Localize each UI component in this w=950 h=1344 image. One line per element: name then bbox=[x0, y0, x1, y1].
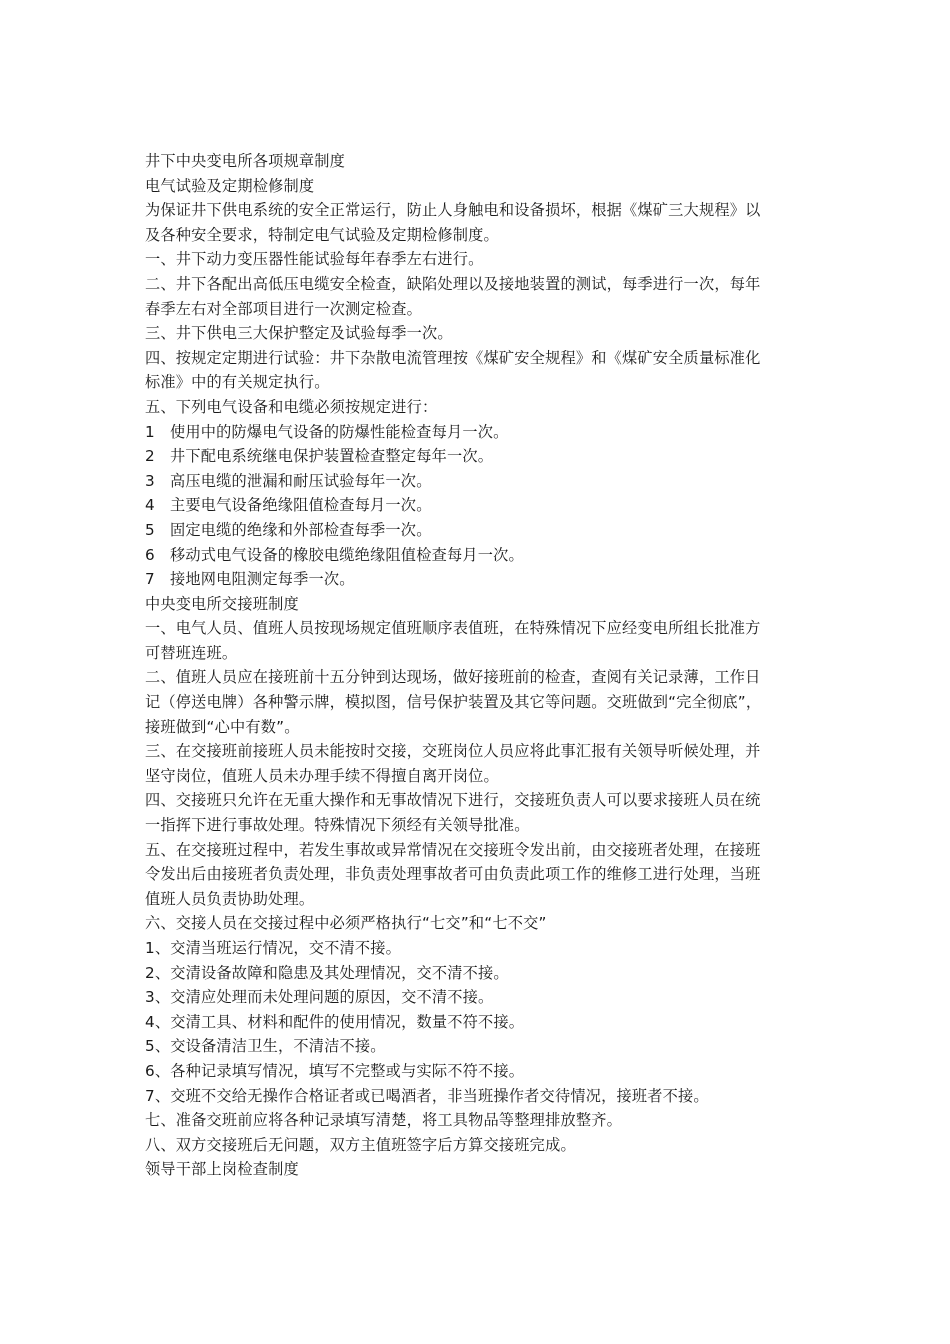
clause-line: 令发出后由接班者负责处理，非负责处理事故者可由负责此项工作的维修工进行处理，当班 bbox=[145, 865, 761, 884]
list-item: 7、交班不交给无操作合格证者或已喝酒者，非当班操作者交待情况，接班者不接。 bbox=[145, 1086, 709, 1105]
list-number: 1 bbox=[145, 422, 155, 441]
list-number: 4 bbox=[145, 496, 155, 515]
clause-line: 一、井下动力变压器性能试验每年春季左右进行。 bbox=[145, 250, 484, 269]
list-text: 井下配电系统继电保护装置检查整定每年一次。 bbox=[170, 447, 494, 466]
list-text: 移动式电气设备的橡胶电缆绝缘阻值检查每月一次。 bbox=[170, 545, 524, 564]
clause-line: 可替班连班。 bbox=[145, 643, 238, 662]
list-text: 主要电气设备绝缘阻值检查每月一次。 bbox=[170, 496, 432, 515]
clause-line: 坚守岗位，值班人员未办理手续不得擅自离开岗位。 bbox=[145, 766, 499, 785]
clause-line: 一、电气人员、值班人员按现场规定值班顺序表值班，在特殊情况下应经变电所组长批准方 bbox=[145, 619, 761, 638]
list-text: 使用中的防爆电气设备的防爆性能检查每月一次。 bbox=[170, 422, 509, 441]
document-page bbox=[145, 149, 825, 1182]
clause-line: 四、按规定定期进行试验：井下杂散电流管理按《煤矿安全规程》和《煤矿安全质量标准化 bbox=[145, 348, 761, 367]
clause-line: 记（停送电牌）各种警示牌，模拟图，信号保护装置及其它等问题。交班做到“完全彻底”， bbox=[145, 693, 762, 712]
clause-line: 七、准备交班前应将各种记录填写清楚，将工具物品等整理排放整齐。 bbox=[145, 1111, 623, 1130]
list-item bbox=[145, 493, 825, 518]
section-heading-shift-handover: 中央变电所交接班制度 bbox=[145, 594, 299, 613]
clause-line: 标准》中的有关规定执行。 bbox=[145, 373, 330, 392]
section-heading-leader-inspection: 领导干部上岗检查制度 bbox=[145, 1160, 299, 1179]
list-item: 1、交清当班运行情况，交不清不接。 bbox=[145, 939, 402, 957]
list-item bbox=[145, 469, 825, 494]
clause-line: 二、井下各配出高低压电缆安全检查，缺陷处理以及接地装置的测试，每季进行一次，每年 bbox=[145, 274, 761, 293]
clause-line: 春季左右对全部项目进行一次测定检查。 bbox=[145, 299, 422, 318]
list-item bbox=[145, 543, 825, 568]
list-item: 6、各种记录填写情况，填写不完整或与实际不符不接。 bbox=[145, 1061, 525, 1080]
clause-line: 五、在交接班过程中，若发生事故或异常情况在交接班令发出前，由交接班者处理，在接班 bbox=[145, 840, 761, 859]
clause-line: 三、井下供电三大保护整定及试验每季一次。 bbox=[145, 324, 453, 343]
list-text: 高压电缆的泄漏和耐压试验每年一次。 bbox=[170, 471, 432, 490]
list-number: 7 bbox=[145, 570, 155, 589]
clause-line: 接班做到“心中有数”。 bbox=[145, 717, 300, 736]
clause-line: 值班人员负责协助处理。 bbox=[145, 889, 315, 908]
document-title: 井下中央变电所各项规章制度 bbox=[145, 152, 346, 170]
clause-line: 四、交接班只允许在无重大操作和无事故情况下进行，交接班负责人可以要求接班人员在统 bbox=[145, 791, 761, 810]
paragraph-line: 及各种安全要求，特制定电气试验及定期检修制度。 bbox=[145, 225, 499, 244]
list-text: 固定电缆的绝缘和外部检查每季一次。 bbox=[170, 520, 432, 539]
list-number: 5 bbox=[145, 520, 155, 539]
list-item: 3、交清应处理而未处理问题的原因，交不清不接。 bbox=[145, 988, 494, 1007]
clause-line: 一指挥下进行事故处理。特殊情况下须经有关领导批准。 bbox=[145, 816, 530, 835]
section-heading-electrical-test: 电气试验及定期检修制度 bbox=[145, 176, 315, 195]
list-item: 5、交设备清洁卫生，不清洁不接。 bbox=[145, 1037, 386, 1056]
paragraph-line: 为保证井下供电系统的安全正常运行，防止人身触电和设备损坏，根据《煤矿三大规程》以 bbox=[145, 201, 761, 220]
clause-line: 二、值班人员应在接班前十五分钟到达现场，做好接班前的检查，查阅有关记录薄，工作日 bbox=[145, 668, 761, 687]
list-item: 2、交清设备故障和隐患及其处理情况，交不清不接。 bbox=[145, 963, 509, 982]
list-item bbox=[145, 444, 825, 469]
list-item: 4、交清工具、材料和配件的使用情况，数量不符不接。 bbox=[145, 1012, 525, 1031]
clause-line: 五、下列电气设备和电缆必须按规定进行： bbox=[145, 397, 438, 416]
list-number: 2 bbox=[145, 447, 155, 466]
list-number: 6 bbox=[145, 545, 155, 564]
list-item bbox=[145, 567, 825, 592]
clause-line: 六、交接人员在交接过程中必须严格执行“七交”和“七不交” bbox=[145, 914, 547, 933]
clause-line: 八、双方交接班后无问题，双方主值班签字后方算交接班完成。 bbox=[145, 1135, 576, 1154]
clause-line: 三、在交接班前接班人员未能按时交接，交班岗位人员应将此事汇报有关领导听候处理，并 bbox=[145, 742, 761, 761]
list-item bbox=[145, 420, 825, 445]
list-item bbox=[145, 518, 825, 543]
list-number: 3 bbox=[145, 471, 155, 490]
list-text: 接地网电阻测定每季一次。 bbox=[170, 570, 355, 589]
